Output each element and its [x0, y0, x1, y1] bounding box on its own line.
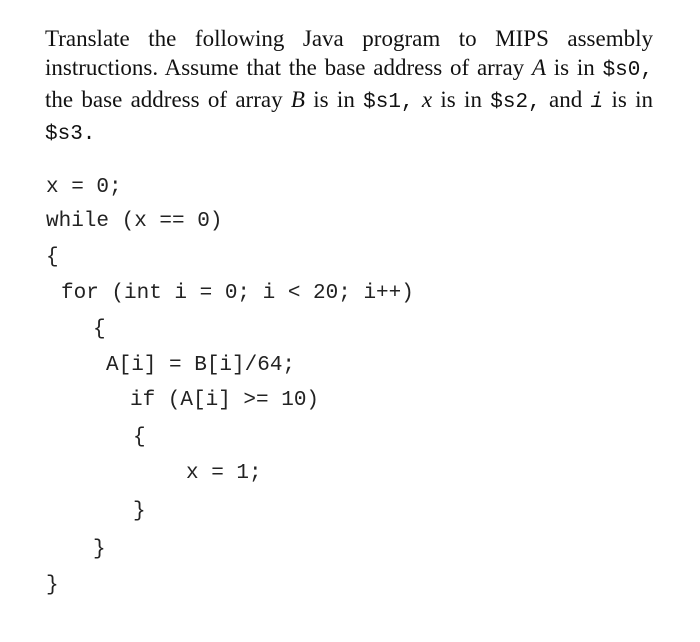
code-line-6: A[i] = B[i]/64;: [106, 354, 296, 377]
problem-text: and: [540, 87, 591, 112]
code-line-1: x = 0;: [46, 176, 122, 199]
problem-text: instructions. Assume that the base address of array: [45, 55, 532, 80]
code-line-4: for (int i = 0; i < 20; i++): [61, 282, 414, 305]
code-line-12: }: [46, 574, 59, 597]
array-b-name: B: [290, 87, 305, 112]
variable-x-name: x: [421, 87, 433, 112]
code-line-9: x = 1;: [186, 462, 262, 485]
code-line-8: {: [133, 426, 146, 449]
problem-text: is in: [432, 87, 491, 112]
problem-line-3: [45, 85, 653, 117]
array-a-name: A: [531, 55, 547, 80]
register-s2: $s2,: [490, 91, 541, 114]
register-s3: $s3.: [45, 123, 96, 146]
problem-line-2: [45, 53, 653, 85]
code-line-2: while (x == 0): [46, 210, 223, 233]
code-line-10: }: [133, 500, 146, 523]
variable-i-name: i: [590, 91, 604, 114]
problem-text: is in: [304, 87, 364, 112]
register-s0: $s0,: [602, 59, 653, 82]
code-line-11: }: [93, 538, 106, 561]
problem-text: the base address of array: [45, 87, 291, 112]
problem-line-1: Translate the following Java program to MIPS assembly: [45, 26, 653, 51]
problem-text: [414, 87, 422, 112]
problem-text: is in: [546, 55, 603, 80]
code-line-5: {: [93, 318, 106, 341]
code-line-3: {: [46, 246, 59, 269]
code-line-7: if (A[i] >= 10): [130, 389, 320, 412]
problem-text: is in: [603, 87, 653, 112]
register-s1: $s1,: [363, 91, 414, 114]
problem-line-4: [45, 117, 653, 149]
problem-statement: [45, 24, 653, 149]
